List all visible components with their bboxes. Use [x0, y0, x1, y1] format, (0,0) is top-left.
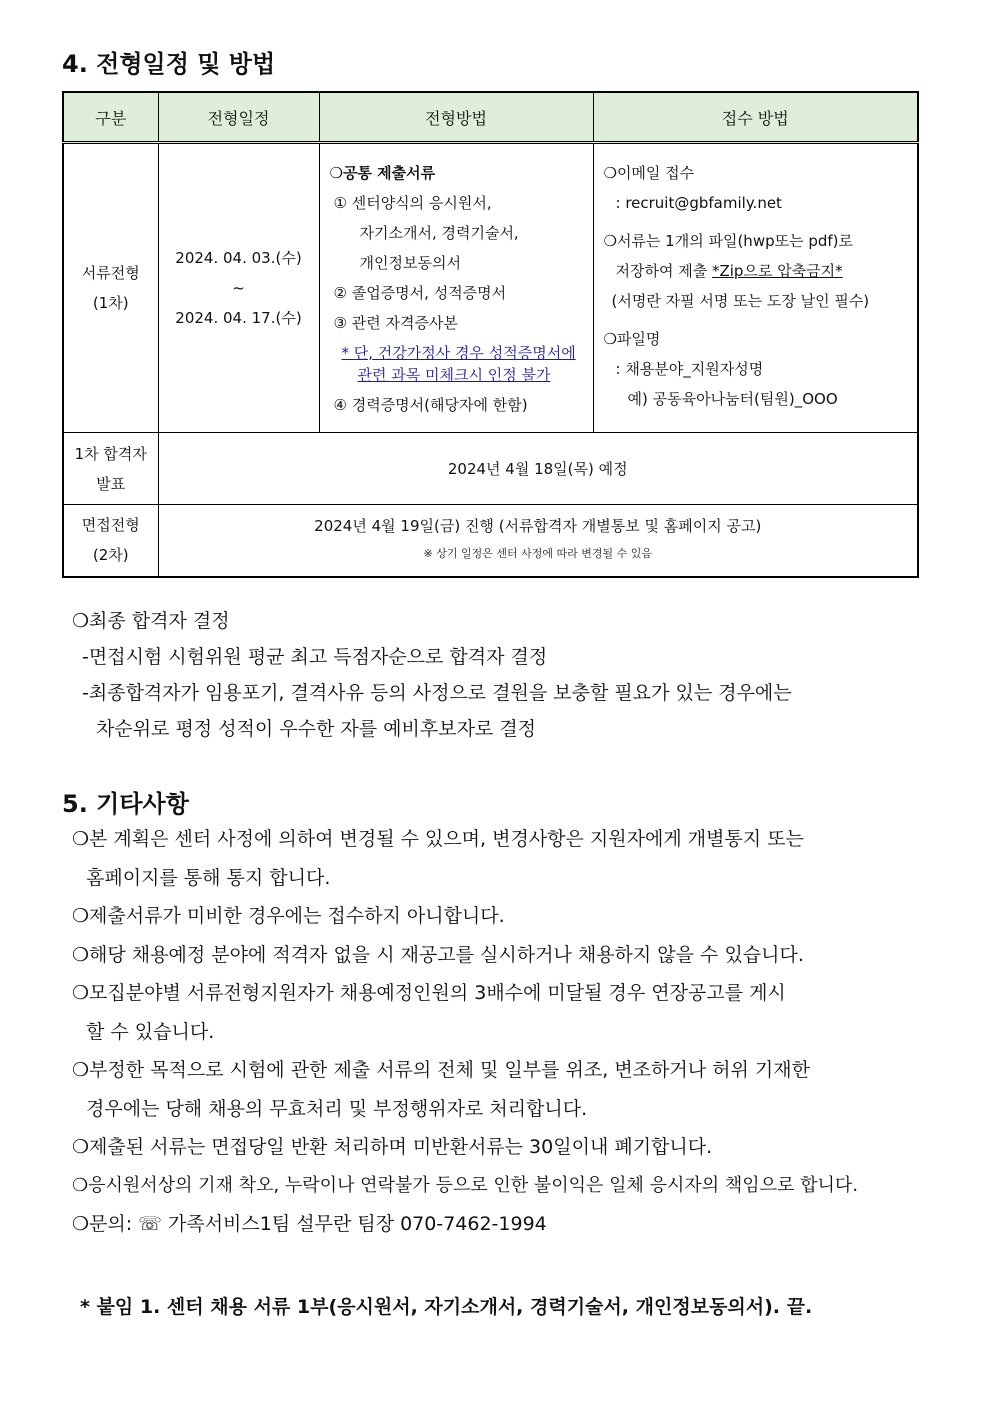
schedule-change-note: ※ 상기 일정은 센터 사정에 따라 변경될 수 있음 [423, 547, 652, 561]
row1-receipt: ❍이메일 접수 : recruit@gbfamily.net ❍서류는 1개의 파일(hwp또는 pdf)로 저장하여 제출 *Zip으로 압축금지* (서명란 자필 서명 또는 도장 날인 필수) ❍파일명 : 채용분야_지원자성명 예) 공동육아나눔터(팀원)_OOO [593, 143, 918, 433]
list-item: ❍부정한 목적으로 시험에 관한 제출 서류의 전체 및 일부를 위조, 변조하거나 허위 기재한 [72, 1059, 810, 1081]
method-note: * 단, 건강가정사 경우 성적증명서에 관련 과목 미체크시 인정 불가 [341, 344, 576, 384]
row2-content: 2024년 4월 18일(목) 예정 [158, 433, 918, 505]
list-item: 할 수 있습니다. [86, 1020, 215, 1043]
date-start: 2024. 04. 03.(수) [175, 249, 302, 267]
method-title: ❍공통 제출서류 [329, 164, 436, 182]
schedule-table [62, 91, 919, 578]
final-title: ❍최종 합격자 결정 [72, 610, 230, 632]
header-category: 구분 [63, 92, 158, 143]
method-item2: ② 졸업증명서, 성적증명서 [333, 284, 507, 302]
receipt-email-title: ❍이메일 접수 [603, 164, 695, 182]
row2-category: 1차 합격자 발표 [63, 433, 158, 505]
method-item4: ④ 경력증명서(해당자에 한함) [333, 396, 528, 414]
section5-heading: 5. 기타사항 [62, 790, 189, 818]
receipt-email-address: : recruit@gbfamily.net [615, 194, 782, 212]
final-decision: ❍최종 합격자 결정 -면접시험 시험위원 평균 최고 득점자순으로 합격자 결정 -최종합격자가 임용포기, 결격사유 등의 사정으로 결원을 보충할 필요가 있는 경우에는 차순위로 평정 성적이 우수한 자를 예비후보자로 결정 [72, 603, 932, 747]
table-header-row [63, 92, 918, 143]
attachment-note: * 붙임 1. 센터 채용 서류 1부(응시원서, 자기소개서, 경력기술서, 개인정보동의서). 끝. [80, 1296, 813, 1318]
receipt-filename-format: : 채용분야_지원자성명 [615, 360, 764, 378]
row1-category: 서류전형 (1차) [63, 143, 158, 433]
row1-method: ❍공통 제출서류 ① 센터양식의 응시원서, 자기소개서, 경력기술서, 개인정보동의서 ② 졸업증명서, 성적증명서 ③ 관련 자격증사본 * 단, 건강가정사 경우 성적증명서에 관련 과목 미체크시 인정 불가 ④ 경력증명서(해당자에 한함) [319, 143, 593, 433]
table-row [63, 433, 918, 505]
row3-category: 면접전형 (2차) [63, 505, 158, 577]
row1-dates [158, 143, 319, 433]
receipt-filename-title: ❍파일명 [603, 330, 661, 348]
table-row [63, 505, 918, 577]
list-item: ❍응시원서상의 기재 착오, 누락이나 연락불가 등으로 인한 불이익은 일체 응시자의 책임으로 합니다. [72, 1174, 859, 1196]
list-item: ❍제출서류가 미비한 경우에는 접수하지 아니합니다. [72, 905, 505, 927]
receipt-filename-example: 예) 공동육아나눔터(팀원)_OOO [627, 390, 838, 408]
header-receipt: 접수 방법 [593, 92, 918, 143]
method-item3: ③ 관련 자격증사본 [333, 314, 458, 332]
list-item: 경우에는 당해 채용의 무효처리 및 부정행위자로 처리합니다. [86, 1097, 588, 1120]
row3-content: 2024년 4월 19일(금) 진행 (서류합격자 개별통보 및 홈페이지 공고) ※ 상기 일정은 센터 사정에 따라 변경될 수 있음 [158, 505, 918, 577]
header-schedule: 전형일정 [158, 92, 319, 143]
method-item1: ① 센터양식의 응시원서, [333, 194, 492, 212]
misc-items [72, 820, 932, 1244]
receipt-file-rule: ❍서류는 1개의 파일(hwp또는 pdf)로 [603, 232, 854, 250]
table-row [63, 143, 918, 433]
list-item: ❍모집분야별 서류전형지원자가 채용예정인원의 3배수에 미달될 경우 연장공고를 게시 [72, 982, 786, 1004]
date-separator: ~ [232, 279, 245, 297]
list-item: ❍해당 채용예정 분야에 적격자 없을 시 재공고를 실시하거나 채용하지 않을 수 있습니다. [72, 943, 804, 966]
contact-info: ❍문의: ☏ 가족서비스1팀 설무란 팀장 070-7462-1994 [72, 1213, 547, 1235]
zip-warning: *Zip으로 압축금지* [711, 262, 843, 280]
section4-heading: 4. 전형일정 및 방법 [62, 50, 276, 78]
header-method: 전형방법 [319, 92, 593, 143]
date-end: 2024. 04. 17.(수) [175, 309, 302, 327]
list-item: ❍제출된 서류는 면접당일 반환 처리하며 미반환서류는 30일이내 폐기합니다. [72, 1136, 713, 1158]
list-item: ❍본 계획은 센터 사정에 의하여 변경될 수 있으며, 변경사항은 지원자에게 개별통지 또는 [72, 828, 804, 850]
list-item: 홈페이지를 통해 통지 합니다. [86, 866, 331, 889]
